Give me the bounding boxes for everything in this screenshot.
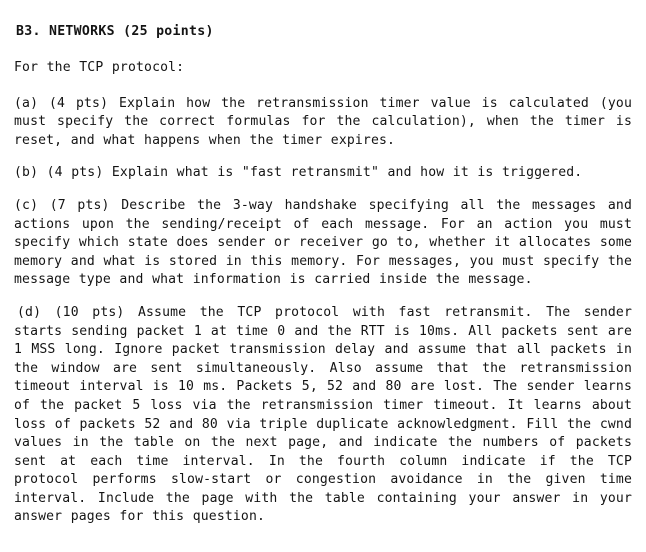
question-heading: B3. NETWORKS (25 points) <box>16 24 214 39</box>
question-part-c: (c) (7 pts) Describe the 3-way handshake specifying all the messages and actions upon the sending/receipt of each message. For an action you must specify which state does sender or receiver go to, whether it allocates some memory and what is stored in this memory. For messages, you must specify the message type and what information is carried inside the message. <box>14 197 641 288</box>
question-part-b: (b) (4 pts) Explain what is "fast retransmit" and how it is triggered. <box>14 165 583 181</box>
intro-paragraph: For the TCP protocol: <box>14 60 185 75</box>
question-part-a: (a) (4 pts) Explain how the retransmission timer value is calculated (you must specify the correct formulas for the calculation), when the timer is reset, and what happens when the timer expires. <box>14 95 641 148</box>
question-part-d: (d) (10 pts) Assume the TCP protocol with fast retransmit. The sender starts sending packet 1 at time 0 and the RTT is 10ms. All packets sent are 1 MSS long. Ignore packet transmission delay and assume that all packets in the window are sent simultaneously. Also assume that the retransmission timeout interval is 10 ms. Packets 5, 52 and 80 are lost. The sender learns of the packet 5 loss via the retransmission timer timeout. It learns about loss of packets 52 and 80 via triple duplicate acknowledgment. Fill the cwnd values in the table on the next page, and indicate the numbers of packets sent at each time interval. In the fourth column indicate if the TCP protocol performs slow-start or congestion avoidance in the given time interval. Include the page with the table containing your answer in your answer pages for this question. <box>14 304 641 525</box>
